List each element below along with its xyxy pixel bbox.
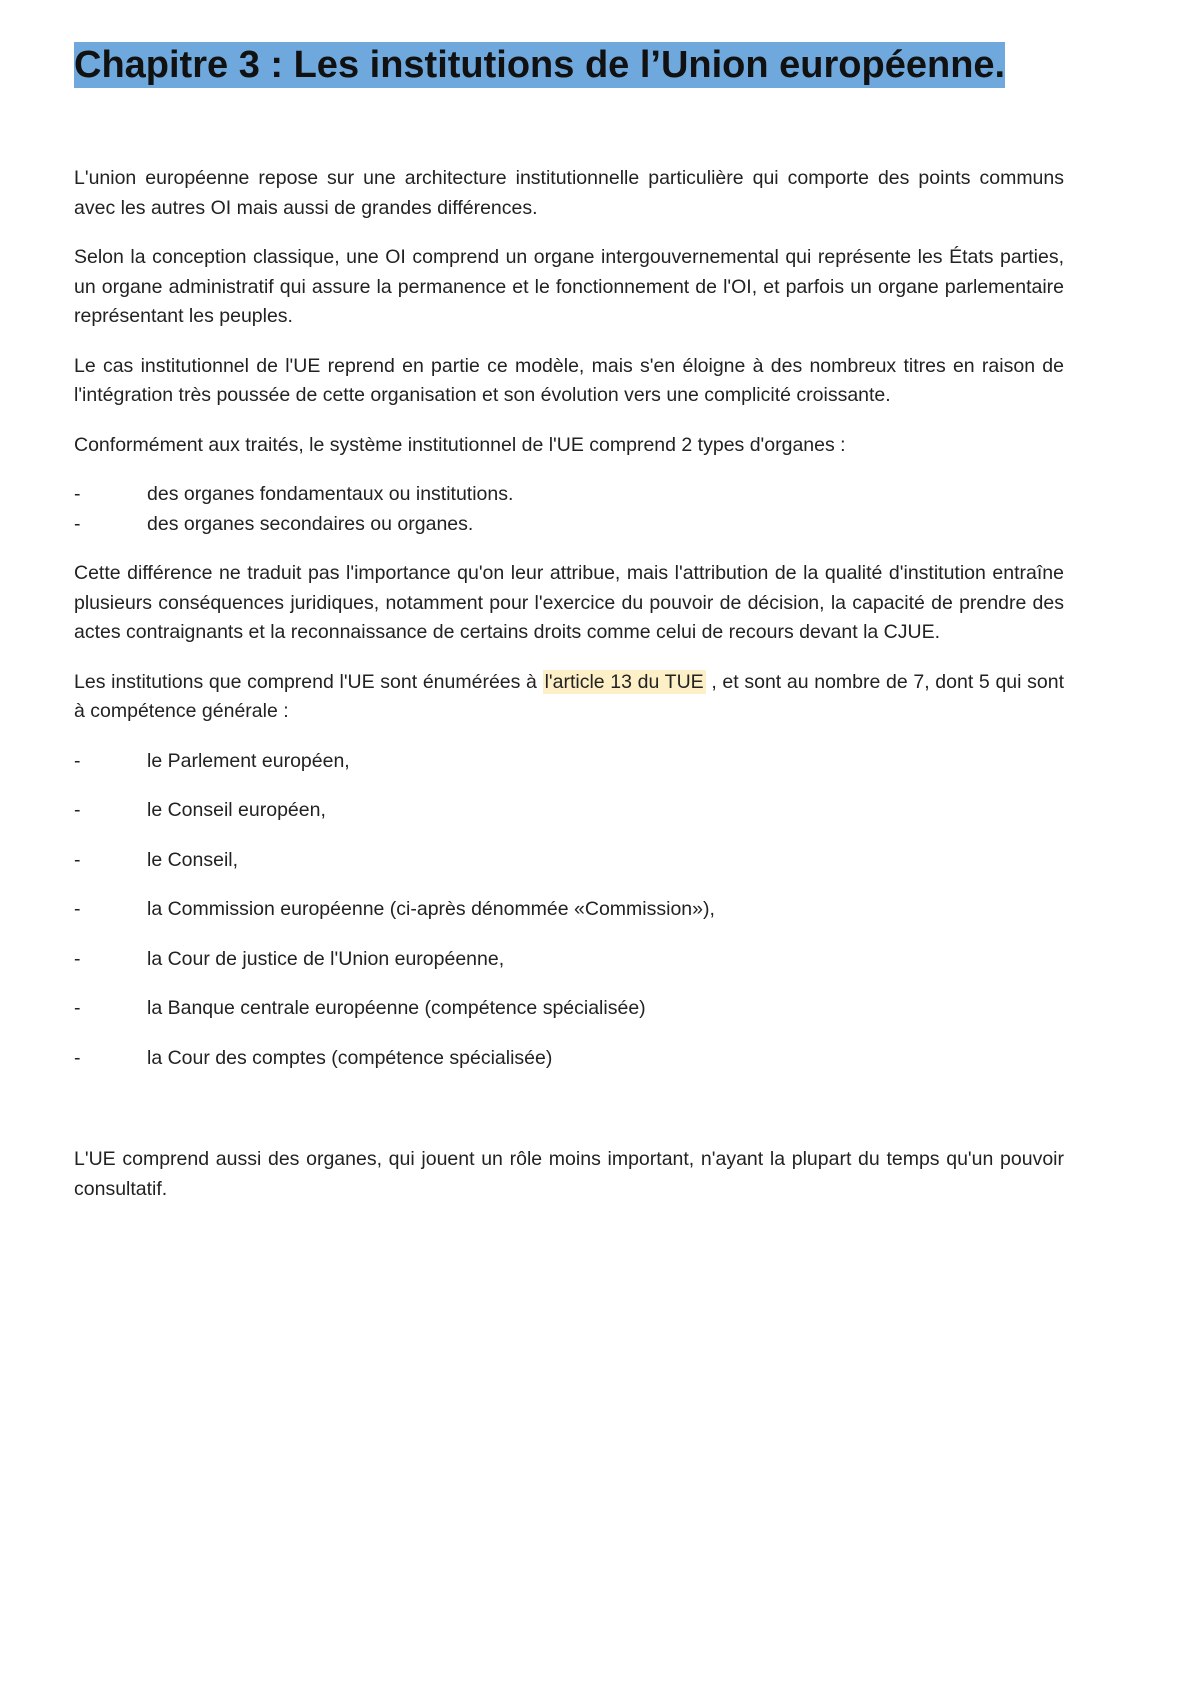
bullet-dash: -: [74, 483, 81, 505]
list-item: [74, 895, 1064, 925]
list-item: [74, 1044, 1064, 1074]
list-item: [74, 510, 1064, 540]
document-page: [74, 38, 1064, 1224]
bullet-dash: -: [74, 799, 81, 821]
paragraph-eu-case: Le cas institutionnel de l'UE reprend en partie ce modèle, mais s'en éloigne à des nombreux titres en raison de l'intégration très poussée de cette organisation et son évolution vers une complicité croissante.: [74, 354, 1064, 406]
list-item: [74, 796, 1064, 826]
organ-types-list: [74, 480, 1064, 539]
paragraph-organs: L'UE comprend aussi des organes, qui jouent un rôle moins important, n'ayant la plupart du temps qu'un pouvoir consultatif.: [74, 1148, 1064, 1200]
list-item-text: le Conseil,: [147, 848, 239, 871]
list-item: [74, 994, 1064, 1024]
highlighted-article-reference: l'article 13 du TUE: [544, 670, 704, 693]
paragraph-difference: Cette différence ne traduit pas l'importance qu'on leur attribue, mais l'attribution de la qualité d'institution entraîne plusieurs conséquences juridiques, notamment pour l'exercice du pouvoir de décision, la capacité de prendre des actes contraignants et la reconnaissance de certains droits comme celui de recours devant la CJUE.: [74, 562, 1064, 643]
institutions-list: [74, 747, 1064, 1074]
list-item-text: le Conseil européen,: [147, 799, 326, 821]
list-item: [74, 945, 1064, 975]
bullet-dash: -: [74, 848, 81, 871]
list-item-text: la Cour de justice de l'Union européenne,: [147, 947, 505, 970]
bullet-dash: -: [74, 749, 81, 772]
bullet-dash: -: [74, 512, 81, 535]
paragraph-treaties: Conformément aux traités, le système institutionnel de l'UE comprend 2 types d'organes :: [74, 433, 846, 456]
bullet-dash: -: [74, 1046, 81, 1069]
paragraph-classic-conception: Selon la conception classique, une OI comprend un organe intergouvernemental qui représente les États parties, un organe administratif qui assure la permanence et le fonctionnement de l'OI, et parfois un organe parlementaire représentant les peuples.: [74, 246, 1064, 327]
list-item-text: la Banque centrale européenne (compétence spécialisée): [147, 997, 646, 1019]
paragraph-text-before: Les institutions que comprend l'UE sont énumérées à: [74, 670, 543, 693]
bullet-dash: -: [74, 997, 81, 1019]
list-item-text: la Commission européenne (ci-après dénommée «Commission»),: [147, 898, 715, 920]
paragraph-intro: L'union européenne repose sur une architecture institutionnelle particulière qui comporte des points communs avec les autres OI mais aussi de grandes différences.: [74, 167, 1064, 219]
list-item-text: des organes secondaires ou organes.: [147, 512, 474, 535]
spacer: [74, 1093, 1064, 1145]
list-item-text: la Cour des comptes (compétence spécialisée): [147, 1046, 553, 1069]
list-item: [74, 846, 1064, 876]
list-item: [74, 480, 1064, 510]
list-item-text: le Parlement européen,: [147, 749, 350, 772]
chapter-title-text: Chapitre 3 : Les institutions de l’Union européenne.: [74, 44, 1006, 86]
list-item: [74, 747, 1064, 777]
bullet-dash: -: [74, 898, 81, 920]
chapter-title: [74, 38, 1064, 92]
paragraph-text-after: , et sont au nombre de 7, dont 5 qui sont à compétence générale :: [74, 670, 1064, 722]
bullet-dash: -: [74, 947, 81, 970]
paragraph-institutions-intro: [74, 668, 1064, 727]
list-item-text: des organes fondamentaux ou institutions.: [147, 483, 514, 505]
